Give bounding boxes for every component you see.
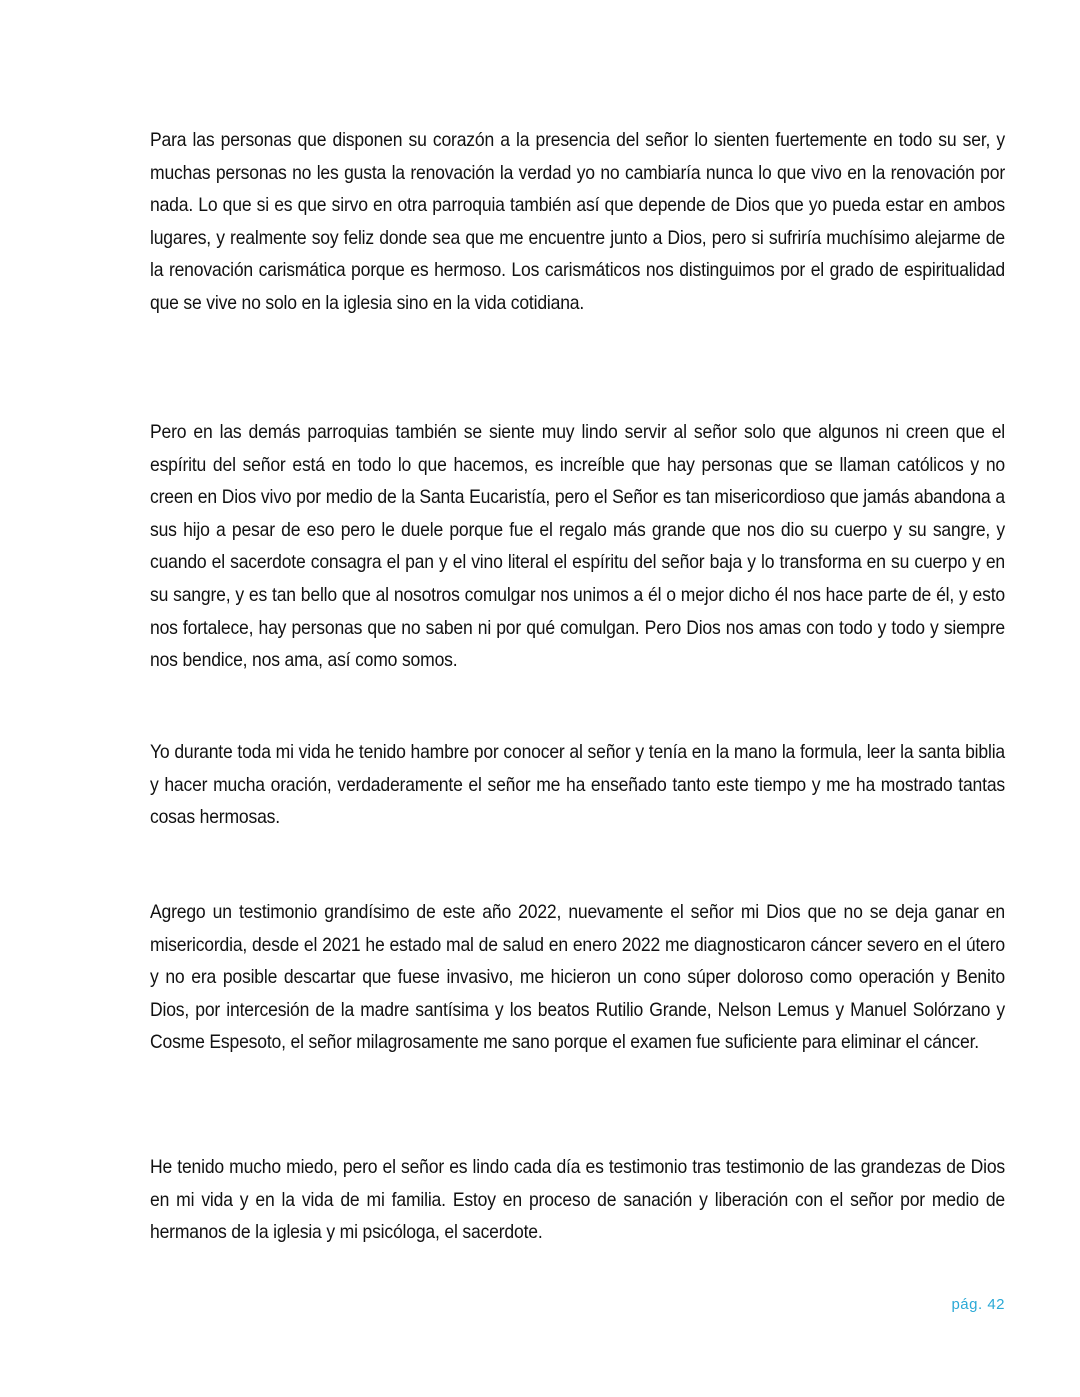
paragraph-3: Yo durante toda mi vida he tenido hambre por conocer al señor y tenía en la mano la formula, leer la santa biblia y hacer mucha oración, verdaderamente el señor me ha enseñado tanto este tiempo y me ha mostrado tantas cosas hermosas. [150, 741, 1005, 829]
paragraph-5: He tenido mucho miedo, pero el señor es lindo cada día es testimonio tras testimonio de las grandezas de Dios en mi vida y en la vida de mi familia. Estoy en proceso de sanación y liberación con el señor por medio de hermanos de la iglesia y mi psicóloga, el sacerdote. [150, 1156, 1005, 1244]
paragraph-2: Pero en las demás parroquias también se siente muy lindo servir al señor solo que algunos ni creen que el espíritu del señor está en todo lo que hacemos, es increíble que hay personas que se llaman católicos y no creen en Dios vivo por medio de la Santa Eucaristía, pero el Señor es tan misericordioso que jamás abandona a sus hijo a pesar de eso pero le duele porque fue el regalo más grande que nos dio su cuerpo y su sangre, y cuando el sacerdote consagra el pan y el vino literal el espíritu del señor baja y lo transforma en su cuerpo y en su sangre, y es tan bello que al nosotros comulgar nos unimos a él o mejor dicho él nos hace parte de él, y esto nos fortalece, hay personas que no saben ni por qué comulgan. Pero Dios nos amas con todo y todo y siempre nos bendice, nos ama, así como somos. [150, 421, 1005, 672]
paragraph-4: Agrego un testimonio grandísimo de este año 2022, nuevamente el señor mi Dios que no se deja ganar en misericordia, desde el 2021 he estado mal de salud en enero 2022 me diagnosticaron cáncer severo en el útero y no era posible descartar que fuese invasivo, me hicieron un cono súper doloroso como operación y Benito Dios, por intercesión de la madre santísima y los beatos Rutilio Grande, Nelson Lemus y Manuel Solórzano y Cosme Espesoto, el señor milagrosamente me sano porque el examen fue suficiente para eliminar el cáncer. [150, 901, 1005, 1054]
paragraph-1: Para las personas que disponen su corazón a la presencia del señor lo sienten fuertemente en todo su ser, y muchas personas no les gusta la renovación la verdad yo no cambiaría nunca lo que vivo en la renovación por nada. Lo que si es que sirvo en otra parroquia también así que depende de Dios que yo pueda estar en ambos lugares, y realmente soy feliz donde sea que me encuentre junto a Dios, pero si sufriría muchísimo alejarme de la renovación carismática porque es hermoso. Los carismáticos nos distinguimos por el grado de espiritualidad que se vive no solo en la iglesia sino en la vida cotidiana. [150, 129, 1005, 314]
page-number: pág. 42 [951, 1296, 1005, 1313]
